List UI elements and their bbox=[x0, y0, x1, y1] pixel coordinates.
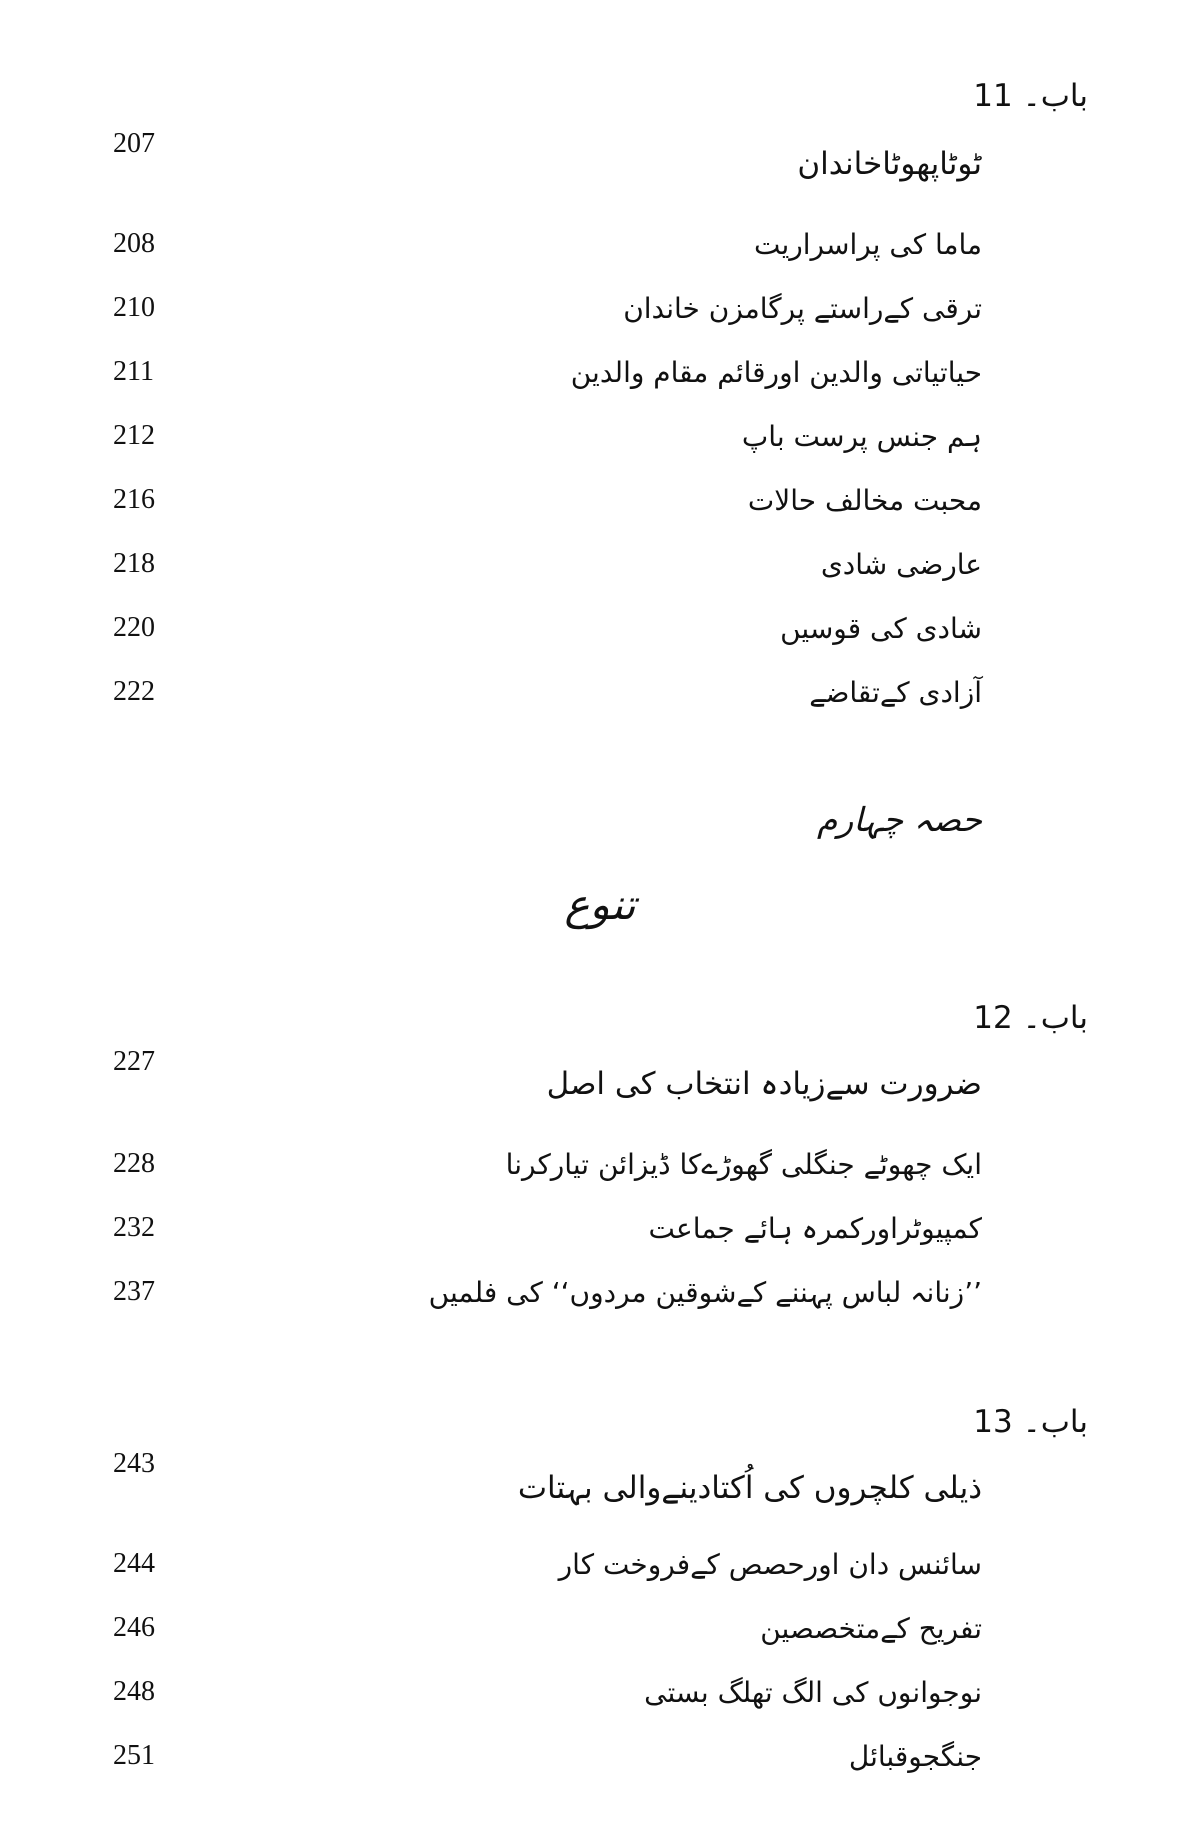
toc-page-number: 218 bbox=[113, 548, 155, 579]
toc-page-number: 220 bbox=[113, 612, 155, 643]
toc-entry-title: تفریح کےمتخصصین bbox=[760, 1612, 982, 1645]
part-title: تنوع bbox=[564, 880, 636, 929]
toc-page-number: 237 bbox=[113, 1276, 155, 1307]
toc-entry-title: ذیلی کلچروں کی اُکتادینےوالی بہتات bbox=[517, 1470, 982, 1506]
toc-entry-title: ماما کی پراسراریت bbox=[753, 228, 982, 261]
toc-page-number: 222 bbox=[113, 676, 155, 707]
toc-entry-title: آزادی کےتقاضے bbox=[809, 676, 982, 709]
toc-page-number: 232 bbox=[113, 1212, 155, 1243]
toc-entry-title: شادی کی قوسیں bbox=[780, 612, 982, 645]
chapter-13-label: باب۔ 13 bbox=[973, 1404, 1088, 1440]
toc-page-number: 251 bbox=[113, 1740, 155, 1771]
toc-page-number: 216 bbox=[113, 484, 155, 515]
toc-page-number: 248 bbox=[113, 1676, 155, 1707]
toc-page-number: 243 bbox=[113, 1448, 155, 1479]
chapter-12-label: باب۔ 12 bbox=[973, 1000, 1088, 1036]
part-label: حصہ چہارم bbox=[817, 800, 982, 839]
toc-entry-title: ترقی کےراستے پرگامزن خاندان bbox=[623, 292, 982, 325]
toc-entry-title: محبت مخالف حالات bbox=[747, 484, 982, 517]
toc-page-number: 210 bbox=[113, 292, 155, 323]
toc-entry-title: کمپیوٹراورکمرہ ہائے جماعت bbox=[648, 1212, 982, 1245]
toc-entry-title: سائنس دان اورحصص کےفروخت کار bbox=[558, 1548, 982, 1581]
toc-entry-title: ’’زنانہ لباس پہننے کےشوقین مردوں‘‘ کی فلمیں bbox=[428, 1276, 982, 1309]
toc-page-number: 227 bbox=[113, 1046, 155, 1077]
toc-page-number: 228 bbox=[113, 1148, 155, 1179]
chapter-11-label: باب۔ 11 bbox=[973, 78, 1088, 114]
toc-page-number: 246 bbox=[113, 1612, 155, 1643]
toc-entry-title: ایک چھوٹے جنگلی گھوڑےکا ڈیزائن تیارکرنا bbox=[505, 1148, 982, 1181]
toc-page-number: 244 bbox=[113, 1548, 155, 1579]
toc-entry-title: ٹوٹاپھوٹاخاندان bbox=[797, 146, 982, 182]
toc-entry-title: عارضی شادی bbox=[820, 548, 982, 581]
toc-entry-title: نوجوانوں کی الگ تھلگ بستی bbox=[644, 1676, 982, 1709]
toc-page-number: 208 bbox=[113, 228, 155, 259]
toc-entry-title: ہم جنس پرست باپ bbox=[741, 420, 982, 453]
toc-page-number: 207 bbox=[113, 128, 155, 159]
toc-page-number: 211 bbox=[113, 356, 154, 387]
toc-page-number: 212 bbox=[113, 420, 155, 451]
toc-entry-title: حیاتیاتی والدین اورقائم مقام والدین bbox=[570, 356, 982, 389]
toc-entry-title: جنگجوقبائل bbox=[848, 1740, 982, 1773]
toc-entry-title: ضرورت سےزیادہ انتخاب کی اصل bbox=[546, 1066, 982, 1102]
